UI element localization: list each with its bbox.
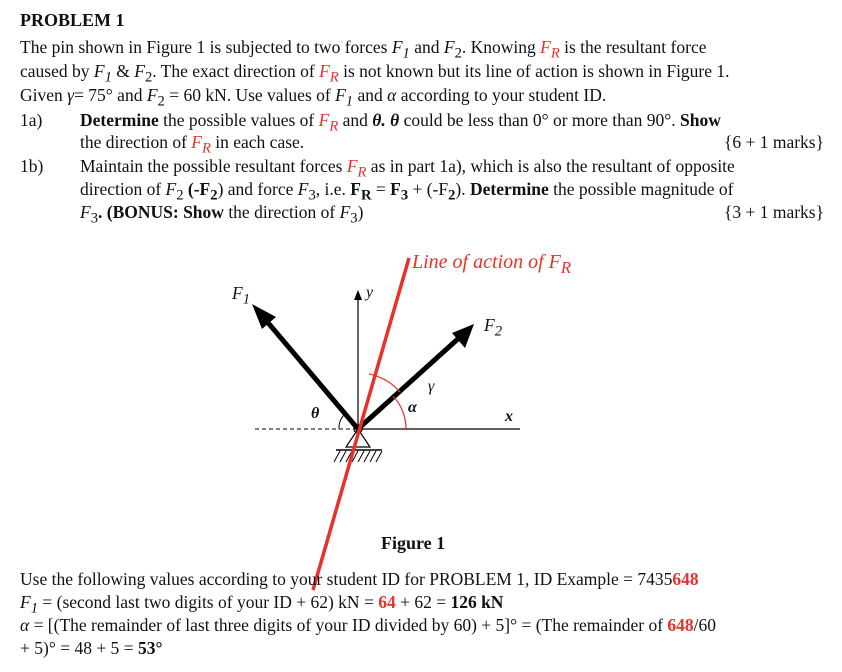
- part-1b-line-3: $F_3$. (BONUS: Show the direction of $F_3$): [80, 202, 364, 227]
- f1-label: $F_1$: [232, 283, 250, 308]
- id-line-4: + 5)° = 48 + 5 = 53°: [20, 638, 163, 658]
- figure-caption: Figure 1: [381, 533, 446, 553]
- alpha-label: α: [408, 399, 417, 416]
- intro-line-1: The pin shown in Figure 1 is subjected to two forces $F_1$ and $F_2$. Knowing $F_R$ is the resultant force: [20, 37, 707, 62]
- part-1b-label: 1b): [20, 156, 44, 176]
- y-axis-label: y: [366, 284, 374, 301]
- part-1b-line-2: direction of $F_2$ $(-F_2)$ and force $F_3$, i.e. $F_R = F_3 + (-F_2)$. Determine the possible magnitude of: [80, 179, 734, 204]
- part-1a-marks: {6 + 1 marks}: [723, 132, 824, 152]
- part-1b-marks: {3 + 1 marks}: [723, 202, 824, 222]
- theta-label: θ: [311, 405, 320, 422]
- gamma-label: γ: [428, 378, 435, 395]
- part-1a-line-1: Determine the possible values of $F_R$ and θ. θ could be less than 0° or more than 90°. Show: [80, 110, 721, 135]
- intro-line-3: Given γ= 75° and $F_2 = 60$ kN. Use values of $F_1$ and α according to your student ID.: [20, 85, 607, 110]
- y-axis-arrowhead: [354, 290, 362, 300]
- part-1b-line-1: Maintain the possible resultant forces $F_R$ as in part 1a), which is also the resultant of opposite: [80, 156, 735, 181]
- id-line-3: α = [(The remainder of last three digits of your ID divided by 60) + 5]° = (The remainder of 648/60: [20, 615, 717, 635]
- intro-line-2: caused by $F_1$ & $F_2$. The exact direction of $F_R$ is not known but its line of action is shown in Figure 1.: [20, 61, 730, 86]
- problem-title: PROBLEM 1: [20, 10, 125, 30]
- ground-hatch: [334, 451, 382, 462]
- alpha-arc: [393, 396, 406, 429]
- part-1a-line-2: the direction of $F_R$ in each case.: [80, 132, 305, 157]
- id-line-2: $F_1$ = (second last two digits of your ID + 62) kN = 64 + 62 = 126 kN: [20, 592, 504, 617]
- line-of-action-label: Line of action of $F_R$: [412, 251, 572, 277]
- f2-label: $F_2$: [484, 315, 502, 340]
- part-1a-label: 1a): [20, 110, 43, 130]
- x-axis-label: x: [505, 408, 513, 425]
- id-line-1: Use the following values according to your student ID for PROBLEM 1, ID Example = 7435648: [20, 569, 699, 589]
